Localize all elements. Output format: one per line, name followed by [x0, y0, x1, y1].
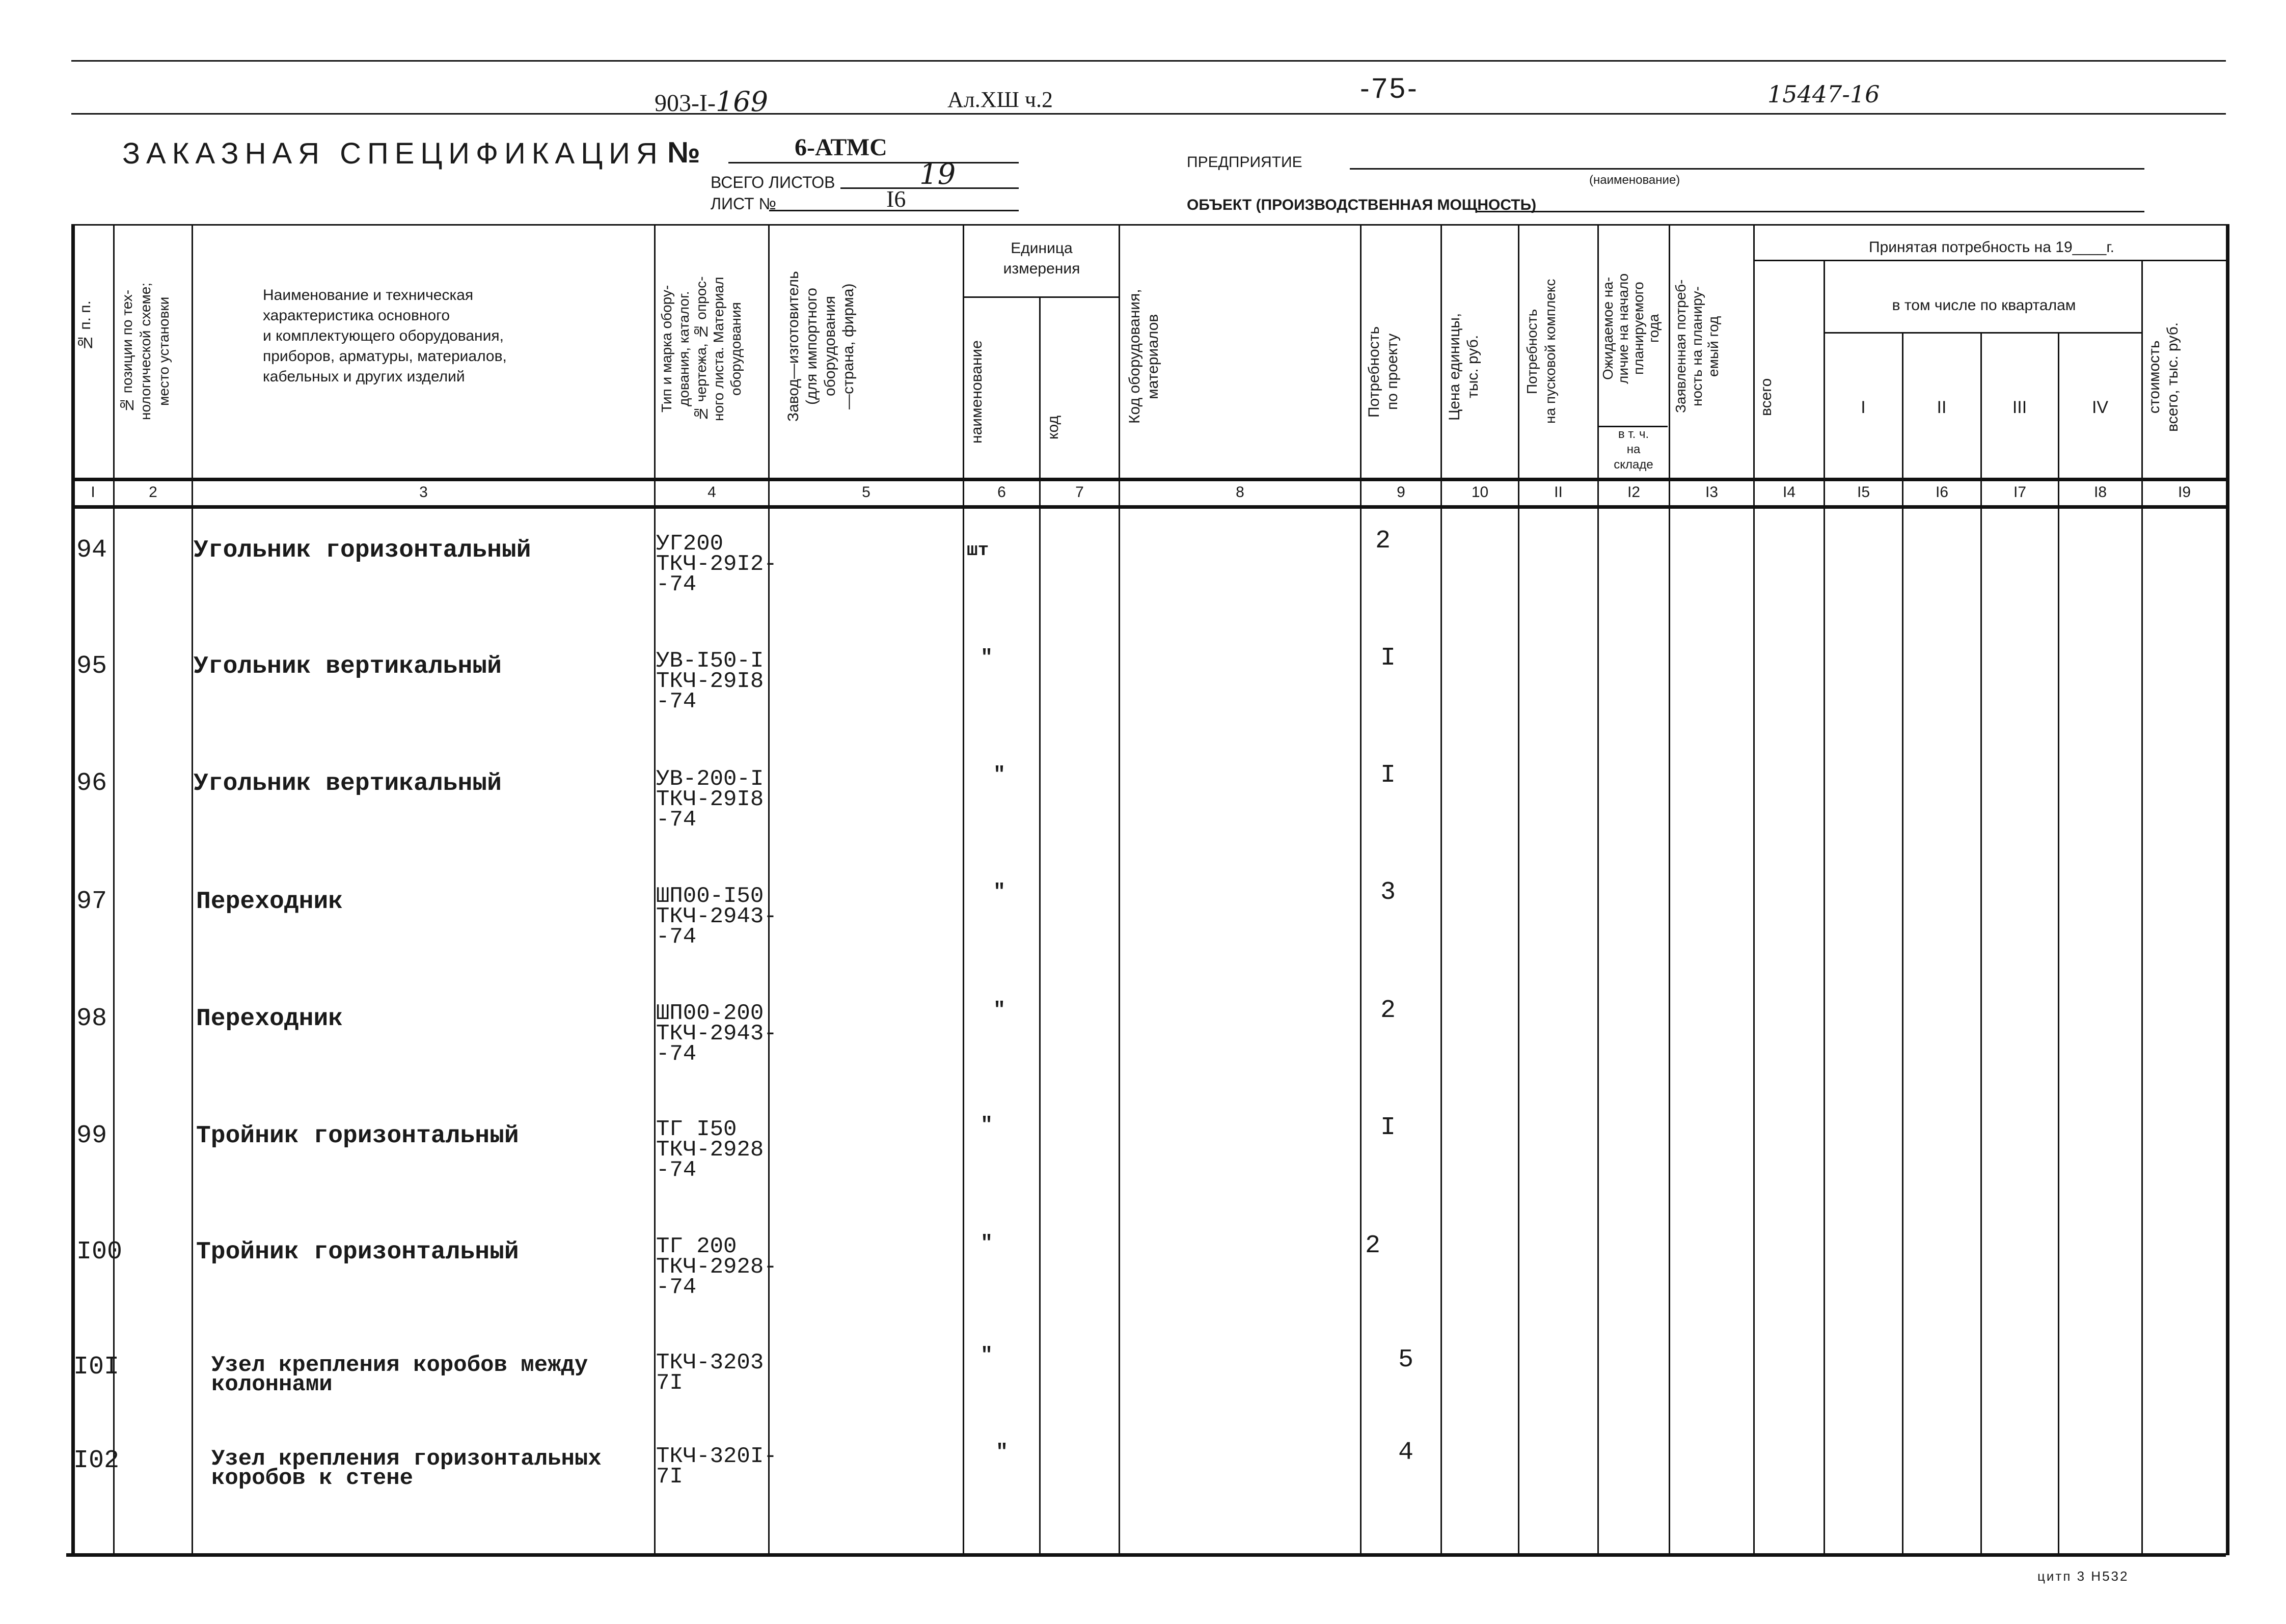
project-qty: 2 [1365, 1231, 1381, 1260]
album-ref: Ал.ХШ ч.2 [947, 87, 1053, 112]
col-line [2141, 260, 2143, 1553]
item-type: ТГ I50 ТКЧ-2928 -74 [656, 1117, 764, 1183]
col-header-unit-name: наименование [968, 340, 985, 444]
unit-name: " [993, 764, 1006, 787]
project-qty: 2 [1375, 527, 1391, 556]
sheet-label: ЛИСТ № [711, 195, 776, 213]
item-type: УВ-200-I ТКЧ-29I8 -74 [656, 766, 764, 833]
row-number: I00 [76, 1237, 123, 1267]
project-qty: 3 [1380, 878, 1396, 907]
project-qty: I [1380, 1113, 1396, 1142]
sheet-number-underline [769, 210, 1019, 211]
table-right-border [2226, 224, 2229, 1555]
table-top-border [71, 224, 2226, 226]
col-number: I9 [2178, 484, 2191, 501]
col-header-maker: Завод—изготовитель (для импортного оборудования —страна, фирма) [785, 271, 857, 422]
row-number: 96 [76, 769, 107, 798]
unit-name: " [993, 881, 1006, 904]
item-type: ТКЧ-320I- 7I [656, 1444, 777, 1490]
col-line [654, 224, 656, 1553]
col-header-position: № позиции по тех- нологической схеме; место установки [119, 282, 172, 421]
col-header-cost: стоимость всего, тыс. руб. [2146, 322, 2181, 432]
col-number: I7 [2013, 484, 2027, 501]
doc-code-hand: 169 [715, 86, 769, 118]
row-number: I02 [73, 1446, 120, 1475]
col-header-q1: I [1861, 398, 1866, 417]
doc-code-print: 903-I- [655, 90, 716, 117]
col-header-q3: III [2012, 398, 2027, 417]
unit-name: " [996, 1441, 1009, 1464]
item-name: Угольник вертикальный [194, 653, 502, 680]
doc-code [655, 86, 768, 118]
total-sheets-label: ВСЕГО ЛИСТОВ [711, 173, 835, 191]
col-header-in-stock: в т. ч. на складе [1614, 427, 1653, 472]
col-header-total: всего [1758, 378, 1775, 417]
unit-name: " [981, 1344, 993, 1367]
item-name: Тройник горизонтальный [196, 1238, 519, 1266]
col-header-startup-need: Потребность на пусковой комплекс [1524, 279, 1558, 424]
col-header-q4: IV [2091, 398, 2109, 417]
col-header-type: Тип и марка обору- дования, каталог. № чертежа, № опрос- ного листа. Материал оборудования [659, 276, 744, 422]
col-header-declared-need: Заявленная потреб- ность на планиру- емый год [1673, 279, 1721, 414]
item-type: УГ200 ТКЧ-29I2- -74 [656, 531, 777, 597]
col-number: I8 [2093, 484, 2107, 501]
spec-number-underline [728, 162, 1019, 163]
item-name: Угольник вертикальный [194, 770, 502, 797]
header-line [71, 113, 2226, 115]
sheet-number: I6 [886, 186, 906, 212]
total-sheets-value: 19 [919, 158, 956, 191]
col-number: I5 [1857, 484, 1870, 501]
unit-name: " [981, 1232, 993, 1255]
row-number: 97 [76, 887, 107, 916]
print-stamp: цитп 3 Н532 [2037, 1568, 2129, 1584]
item-name: Переходник [196, 1005, 343, 1033]
col-number: 2 [149, 484, 157, 501]
project-qty: 4 [1398, 1438, 1414, 1467]
col-number: 4 [707, 484, 716, 501]
spec-title: ЗАКАЗНАЯ СПЕЦИФИКАЦИЯ [122, 137, 664, 170]
col-header-no: № п. п. [77, 300, 94, 351]
col-line [1440, 224, 1442, 1553]
spec-number: 6-АТМС [795, 134, 887, 161]
name-hint: (наименование) [1589, 173, 1680, 187]
object-line [1477, 211, 2144, 212]
project-qty: I [1380, 644, 1396, 673]
col-number: I2 [1627, 484, 1641, 501]
col-header-accepted-need: Принятая потребность на 19____г. [1869, 239, 2114, 256]
col-header-unit-group: Единица измерения [1003, 240, 1080, 277]
col-header-expected-stock: Ожидаемое на- личие на начало планируемого года [1600, 273, 1662, 384]
page-number: -75- [1360, 72, 1419, 104]
col-header-project-need: Потребность по проекту [1366, 326, 1401, 418]
project-qty: 2 [1380, 996, 1396, 1025]
col-number: II [1554, 484, 1563, 501]
col-header-name: Наименование и техническая характеристика основного и комплектующего оборудования, приборов, арматуры, материалов, кабельных и других изделий [263, 287, 507, 385]
col-header-q2: II [1937, 398, 1947, 417]
col-line [1597, 224, 1599, 1553]
unit-group-line [963, 296, 1119, 298]
col-number: I6 [1935, 484, 1949, 501]
col-number: I [91, 484, 95, 501]
item-name: Тройник горизонтальный [196, 1122, 519, 1150]
row-number: 95 [76, 652, 107, 681]
col-number: 9 [1397, 484, 1405, 501]
col-line [1669, 224, 1670, 1553]
col-number: 5 [862, 484, 870, 501]
number-sign: № [667, 136, 700, 169]
row-number: 98 [76, 1004, 107, 1033]
col-number: 3 [419, 484, 428, 501]
project-qty: 5 [1398, 1345, 1414, 1374]
col-header-quarters: в том числе по кварталам [1892, 297, 2076, 314]
enterprise-line [1350, 168, 2144, 170]
row-number: 94 [76, 536, 107, 565]
col-line [1119, 224, 1120, 1553]
item-name: Узел крепления горизонтальных коробов к стене [211, 1446, 602, 1491]
item-name: Узел крепления коробов между колоннами [211, 1353, 588, 1397]
unit-name: " [993, 999, 1006, 1022]
project-qty: I [1380, 761, 1396, 790]
col-line [1902, 332, 1903, 1553]
col-line [963, 224, 964, 1553]
item-name: Угольник горизонтальный [194, 537, 531, 564]
unit-name: шт [967, 540, 989, 561]
col-number: I4 [1782, 484, 1796, 501]
col-line [192, 224, 193, 1553]
col-number: I3 [1705, 484, 1719, 501]
quarters-group-line [1824, 332, 2141, 334]
object-label: ОБЪЕКТ (ПРОИЗВОДСТВЕННАЯ МОЩНОСТЬ) [1187, 197, 1537, 213]
col-line [1980, 332, 1982, 1553]
col-line [1753, 224, 1755, 1553]
unit-name: " [981, 1114, 993, 1137]
item-type: УВ-I50-I ТКЧ-29I8 -74 [656, 648, 764, 714]
item-type: ТГ 200 ТКЧ-2928- -74 [656, 1234, 777, 1300]
col-header-unit-code: код [1045, 416, 1062, 440]
item-type: ШП00-I50 ТКЧ-2943- -74 [656, 884, 777, 950]
col-line [2058, 332, 2059, 1553]
item-name: Переходник [196, 888, 343, 916]
col-line [1518, 224, 1519, 1553]
unit-name: " [981, 647, 993, 670]
enterprise-label: ПРЕДПРИЯТИЕ [1187, 154, 1302, 171]
item-type: ШП00-200 ТКЧ-2943- -74 [656, 1001, 777, 1067]
col-number: 8 [1236, 484, 1244, 501]
col-number: 10 [1471, 484, 1489, 501]
row-number: I0I [73, 1353, 120, 1382]
col-number: 7 [1075, 484, 1084, 501]
table-bottom-border [66, 1553, 2226, 1557]
col-header-unit-price: Цена единицы, тыс. руб. [1446, 313, 1481, 421]
inventory-number: 15447-16 [1767, 80, 1880, 108]
col-number: 6 [997, 484, 1006, 501]
item-type: ТКЧ-3203 7I [656, 1350, 764, 1396]
col-line [1824, 260, 1825, 1553]
top-border [71, 60, 2226, 62]
row-number: 99 [76, 1121, 107, 1150]
col-line [1360, 224, 1362, 1553]
col-header-equipment-code: Код оборудования, материалов [1126, 289, 1161, 424]
total-sheets-underline [840, 187, 1019, 189]
